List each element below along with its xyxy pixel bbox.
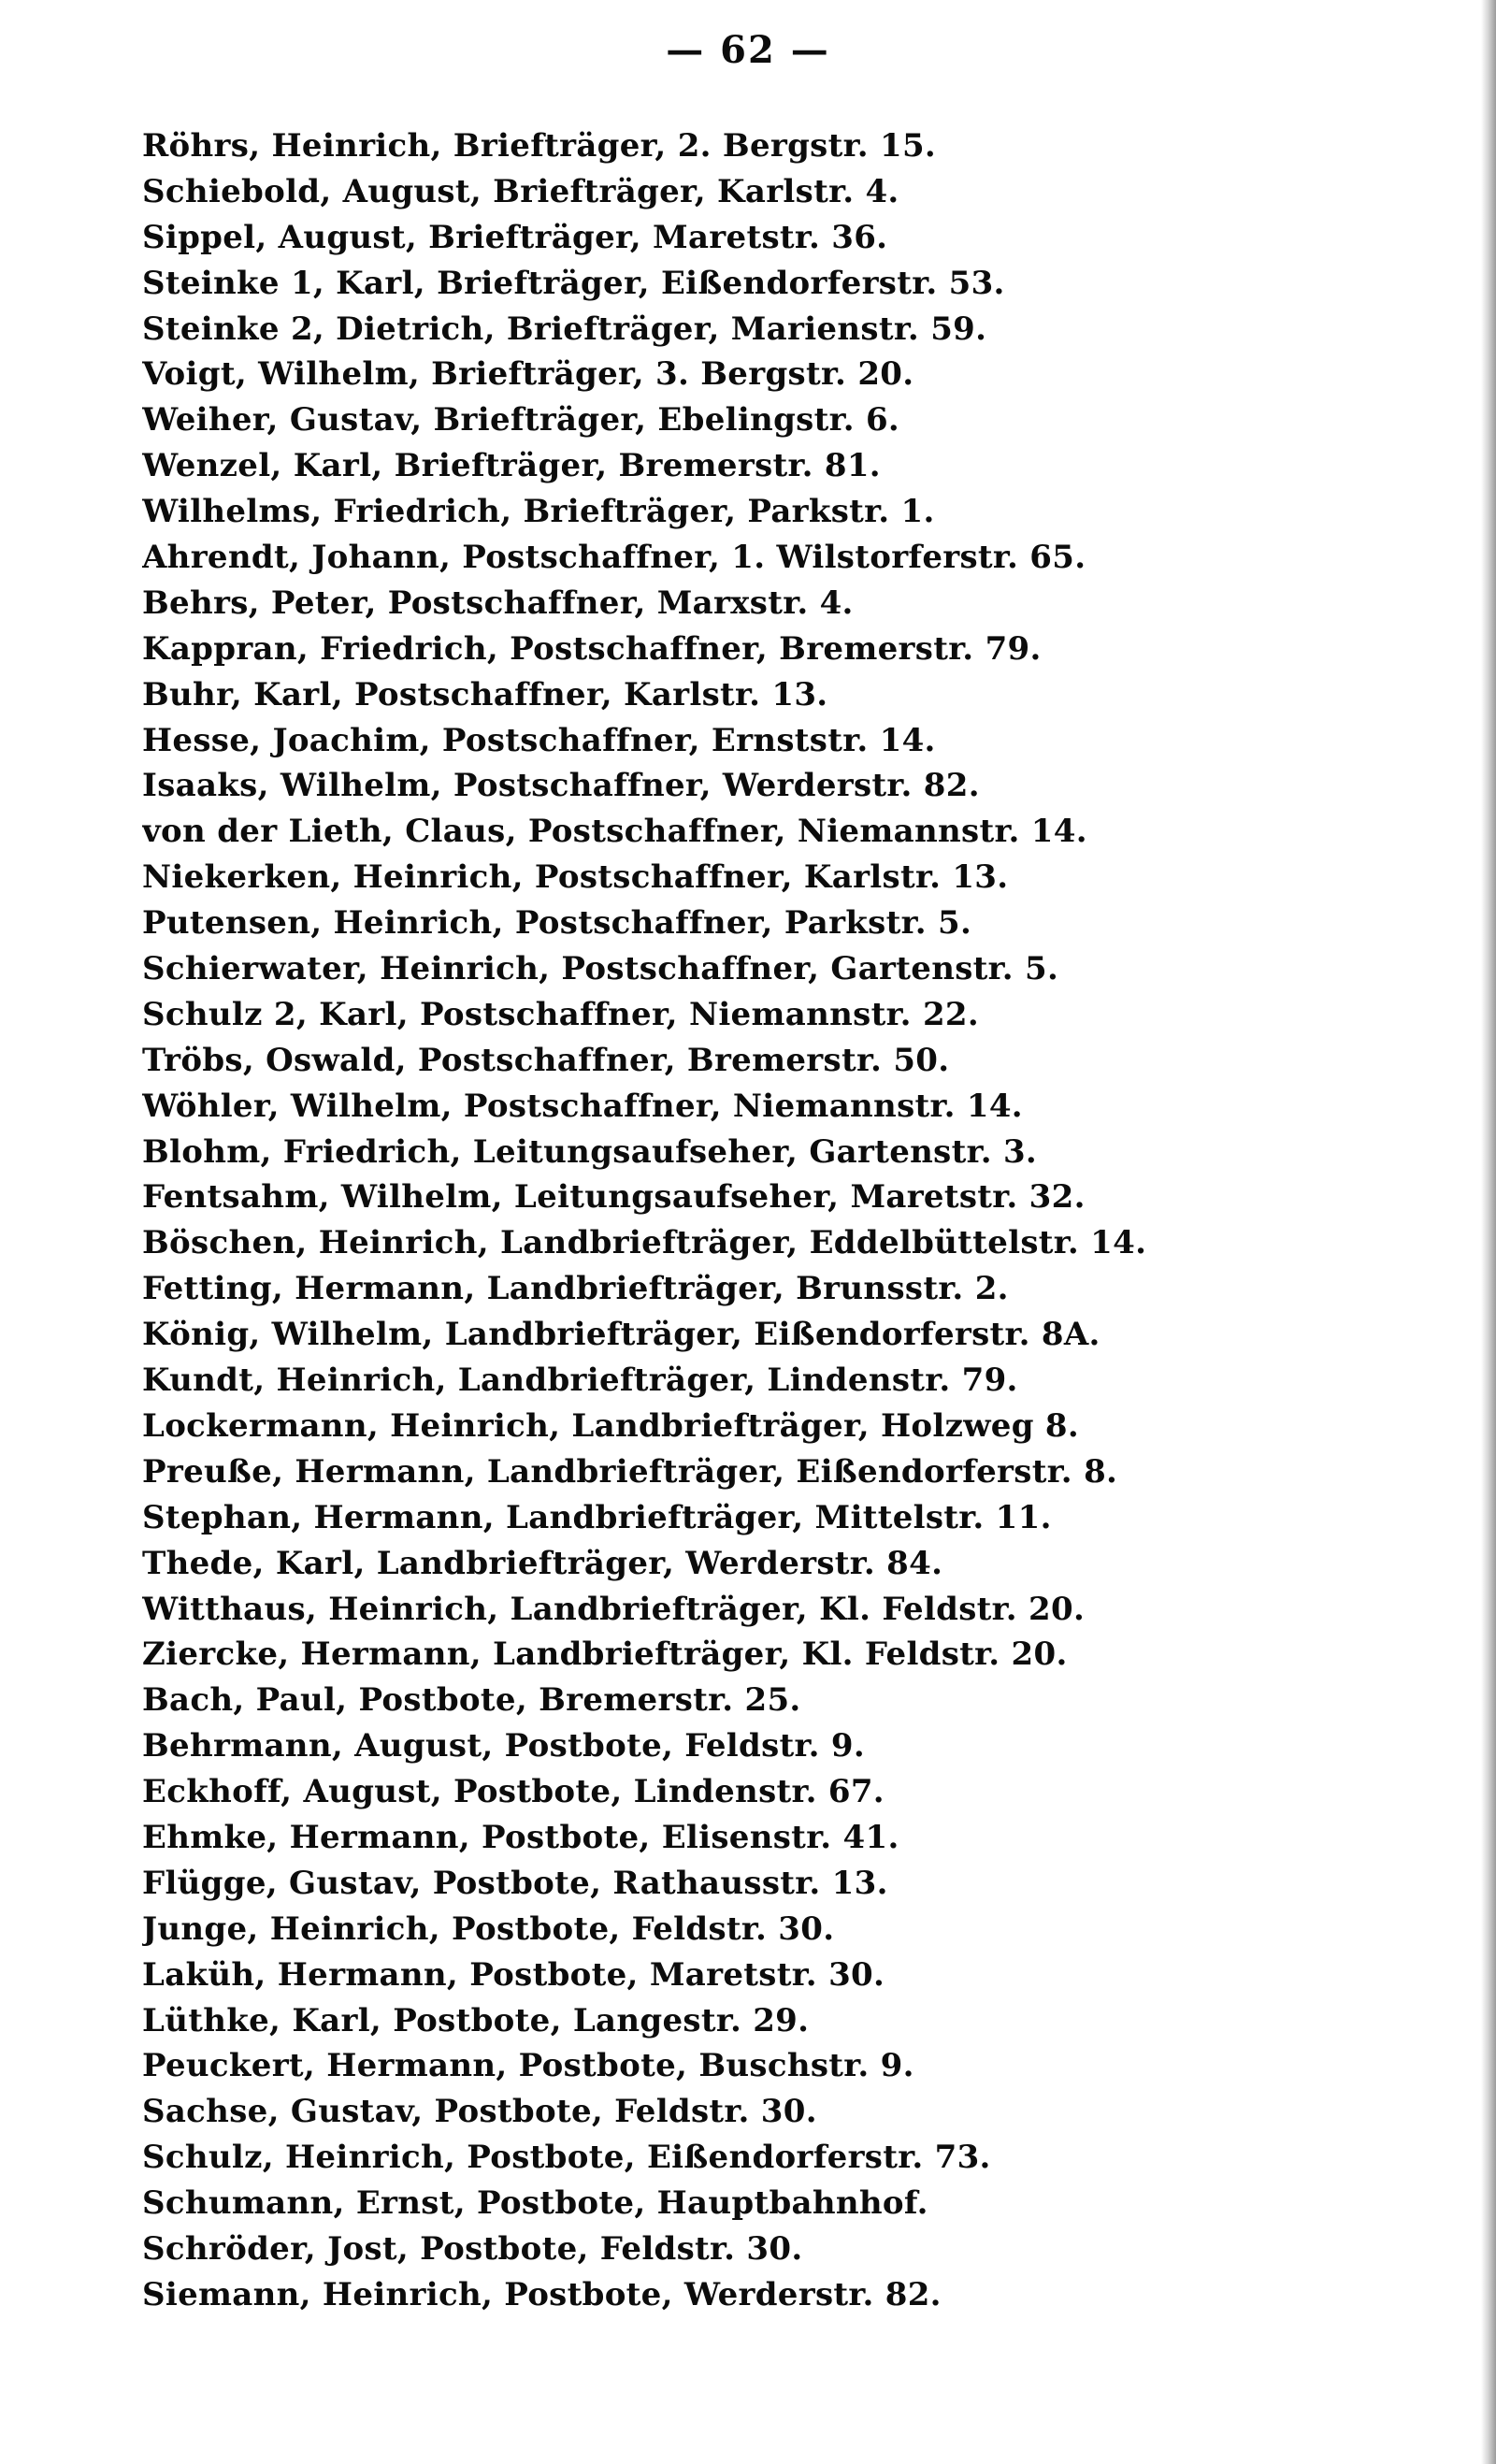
- directory-entry: Voigt, Wilhelm, Briefträger, 3. Bergstr. 20.: [142, 355, 914, 394]
- directory-entry: Behrs, Peter, Postschaffner, Marxstr. 4.: [142, 584, 854, 622]
- directory-entry: Röhrs, Heinrich, Briefträger, 2. Bergstr. 15.: [142, 127, 937, 165]
- directory-entry: Schiebold, August, Briefträger, Karlstr. 4.: [142, 172, 899, 210]
- directory-entry: Buhr, Karl, Postschaffner, Karlstr. 13.: [142, 675, 828, 713]
- directory-entry: Ehmke, Hermann, Postbote, Elisenstr. 41.: [142, 1818, 899, 1856]
- directory-entry: Flügge, Gustav, Postbote, Rathausstr. 13.: [142, 1864, 888, 1902]
- directory-entry: Wenzel, Karl, Briefträger, Bremerstr. 81.: [142, 447, 881, 485]
- directory-entry: Behrmann, August, Postbote, Feldstr. 9.: [142, 1727, 865, 1765]
- directory-entry: Schulz, Heinrich, Postbote, Eißendorferstr. 73.: [142, 2139, 991, 2177]
- directory-entry: Kundt, Heinrich, Landbriefträger, Lindenstr. 79.: [142, 1362, 1018, 1400]
- directory-entry: Lüthke, Karl, Postbote, Langestr. 29.: [142, 2001, 810, 2039]
- directory-entry: Witthaus, Heinrich, Landbriefträger, Kl. Feldstr. 20.: [142, 1590, 1086, 1628]
- directory-entry: Sachse, Gustav, Postbote, Feldstr. 30.: [142, 2093, 817, 2131]
- directory-entry: Tröbs, Oswald, Postschaffner, Bremerstr. 50.: [142, 1041, 950, 1079]
- directory-entry: Schierwater, Heinrich, Postschaffner, Gartenstr. 5.: [142, 950, 1059, 988]
- directory-entry: Preuße, Hermann, Landbriefträger, Eißendorferstr. 8.: [142, 1452, 1118, 1491]
- directory-entry: Laküh, Hermann, Postbote, Maretstr. 30.: [142, 1955, 885, 1994]
- directory-entry: Ziercke, Hermann, Landbriefträger, Kl. Feldstr. 20.: [142, 1635, 1068, 1674]
- directory-entry: Schulz 2, Karl, Postschaffner, Niemannstr. 22.: [142, 995, 979, 1033]
- directory-entry: Stephan, Hermann, Landbriefträger, Mittelstr. 11.: [142, 1498, 1052, 1536]
- directory-entry: Peuckert, Hermann, Postbote, Buschstr. 9.: [142, 2047, 914, 2085]
- directory-entry: Wilhelms, Friedrich, Briefträger, Parkstr. 1.: [142, 493, 935, 531]
- directory-entry: Schumann, Ernst, Postbote, Hauptbahnhof.: [142, 2184, 928, 2223]
- directory-entry: Putensen, Heinrich, Postschaffner, Parkstr. 5.: [142, 904, 972, 943]
- directory-listing: [142, 123, 1339, 2318]
- directory-entry: Niekerken, Heinrich, Postschaffner, Karlstr. 13.: [142, 858, 1009, 897]
- directory-entry: Ahrendt, Johann, Postschaffner, 1. Wilstorferstr. 65.: [142, 539, 1086, 577]
- directory-entry: König, Wilhelm, Landbriefträger, Eißendorferstr. 8A.: [142, 1316, 1100, 1354]
- directory-entry: Bach, Paul, Postbote, Bremerstr. 25.: [142, 1681, 801, 1720]
- directory-entry: Steinke 1, Karl, Briefträger, Eißendorferstr. 53.: [142, 264, 1005, 302]
- directory-entry: Fetting, Hermann, Landbriefträger, Brunsstr. 2.: [142, 1270, 1009, 1308]
- directory-entry: Lockermann, Heinrich, Landbriefträger, Holzweg 8.: [142, 1406, 1080, 1445]
- directory-entry: Blohm, Friedrich, Leitungsaufseher, Gartenstr. 3.: [142, 1132, 1038, 1171]
- directory-entry: Schröder, Jost, Postbote, Feldstr. 30.: [142, 2229, 803, 2268]
- directory-entry: Hesse, Joachim, Postschaffner, Ernststr. 14.: [142, 721, 936, 759]
- directory-entry: Weiher, Gustav, Briefträger, Ebelingstr. 6.: [142, 401, 900, 439]
- directory-entry: Sippel, August, Briefträger, Maretstr. 36.: [142, 218, 888, 256]
- directory-entry: Eckhoff, August, Postbote, Lindenstr. 67.: [142, 1773, 885, 1811]
- directory-entry: Junge, Heinrich, Postbote, Feldstr. 30.: [142, 1909, 835, 1948]
- directory-entry: Siemann, Heinrich, Postbote, Werderstr. 82.: [142, 2275, 942, 2313]
- directory-entry: Thede, Karl, Landbriefträger, Werderstr. 84.: [142, 1544, 943, 1582]
- directory-entry: Fentsahm, Wilhelm, Leitungsaufseher, Maretstr. 32.: [142, 1178, 1086, 1217]
- directory-entry: Steinke 2, Dietrich, Briefträger, Marienstr. 59.: [142, 310, 987, 348]
- directory-entry: von der Lieth, Claus, Postschaffner, Niemannstr. 14.: [142, 813, 1087, 851]
- directory-entry: Kappran, Friedrich, Postschaffner, Bremerstr. 79.: [142, 629, 1042, 668]
- page-number: — 62 —: [666, 28, 830, 72]
- page-edge-shadow: [1481, 0, 1496, 2464]
- directory-entry: Wöhler, Wilhelm, Postschaffner, Niemannstr. 14.: [142, 1087, 1023, 1125]
- directory-entry: Isaaks, Wilhelm, Postschaffner, Werderstr. 82.: [142, 767, 980, 805]
- directory-entry: Böschen, Heinrich, Landbriefträger, Eddelbüttelstr. 14.: [142, 1224, 1147, 1262]
